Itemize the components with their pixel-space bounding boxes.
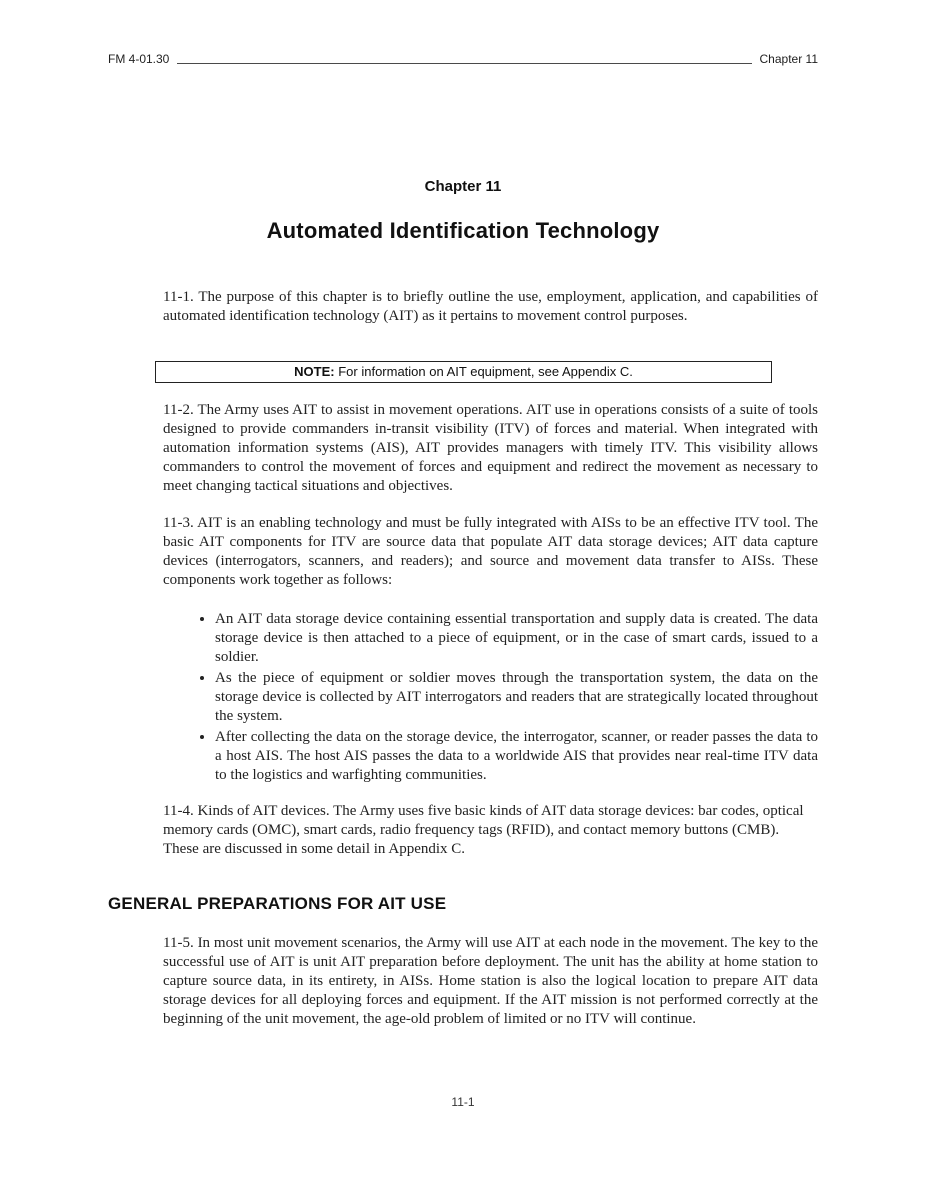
page-title: Automated Identification Technology bbox=[266, 218, 660, 243]
note-label: NOTE: bbox=[294, 364, 335, 379]
chapter-label: Chapter 11 bbox=[424, 178, 502, 195]
bullet-item: • An AIT data storage device containing essential transportation and supply data is created. The data storage device is then attached to a piece of equipment, or in the case of smart cards, issued to a soldier. bbox=[215, 610, 818, 667]
bullet-item: • As the piece of equipment or soldier moves through the transportation system, the data on the storage device is collected by AIT interrogators and readers that are strategically located throughout the system. bbox=[215, 669, 818, 726]
section-heading: GENERAL PREPARATIONS FOR AIT USE bbox=[108, 894, 447, 913]
header-chapter-ref: Chapter 11 bbox=[759, 52, 818, 66]
paragraph-11-1: 11-1. The purpose of this chapter is to briefly outline the use, employment, application, and capabilities of automated identification technology (AIT) as it pertains to movement control purposes. bbox=[163, 289, 818, 324]
paragraph-11-5: 11-5. In most unit movement scenarios, the Army will use AIT at each node in the movement. The key to the successful use of AIT is unit AIT preparation before deployment. The unit has the ability at home station to capture source data, in its entirety, in AISs. Home station is also the logical location to prepare AIT data storage devices for all deploying forces and equipment. If the AIT mission is not performed correctly at the beginning of the unit movement, the age-old problem of limited or no ITV will continue. bbox=[163, 935, 818, 1027]
paragraph-11-3: 11-3. AIT is an enabling technology and must be fully integrated with AISs to be an effective ITV tool. The basic AIT components for ITV are source data that populate AIT data storage devices; AIT data capture devices (interrogators, scanners, and readers); and source and movement data transfer to AISs. These components work together as follows: bbox=[163, 515, 818, 588]
bullet-list bbox=[163, 610, 818, 787]
note-box bbox=[155, 361, 772, 383]
bullet-item: • After collecting the data on the storage device, the interrogator, scanner, or reader passes the data to a host AIS. The host AIS passes the data to a worldwide AIS that provides near real-time ITV data to the logistics and warfighting communities. bbox=[215, 728, 818, 785]
paragraph-11-2: 11-2. The Army uses AIT to assist in movement operations. AIT use in operations consists of a suite of tools designed to provide commanders in-transit visibility (ITV) of forces and material. When integrated with automation information systems (AIS), AIT provides managers with timely ITV. This visibility allows commanders to control the movement of forces and equipment and redirect the movement as necessary to meet changing tactical situations and objectives. bbox=[163, 402, 818, 494]
running-header bbox=[108, 52, 818, 66]
doc-id: FM 4-01.30 bbox=[108, 52, 170, 66]
paragraph-11-4: 11-4. Kinds of AIT devices. The Army uses five basic kinds of AIT data storage devices: bar codes, optical memory cards (OMC), smart cards, radio frequency tags (RFID), and contact memory buttons (CMB). These are discussed in some detail in Appendix C. bbox=[163, 803, 804, 857]
header-rule bbox=[177, 63, 751, 64]
page-number: 11-1 bbox=[451, 1095, 475, 1109]
note-text: For information on AIT equipment, see Appendix C. bbox=[334, 364, 633, 379]
